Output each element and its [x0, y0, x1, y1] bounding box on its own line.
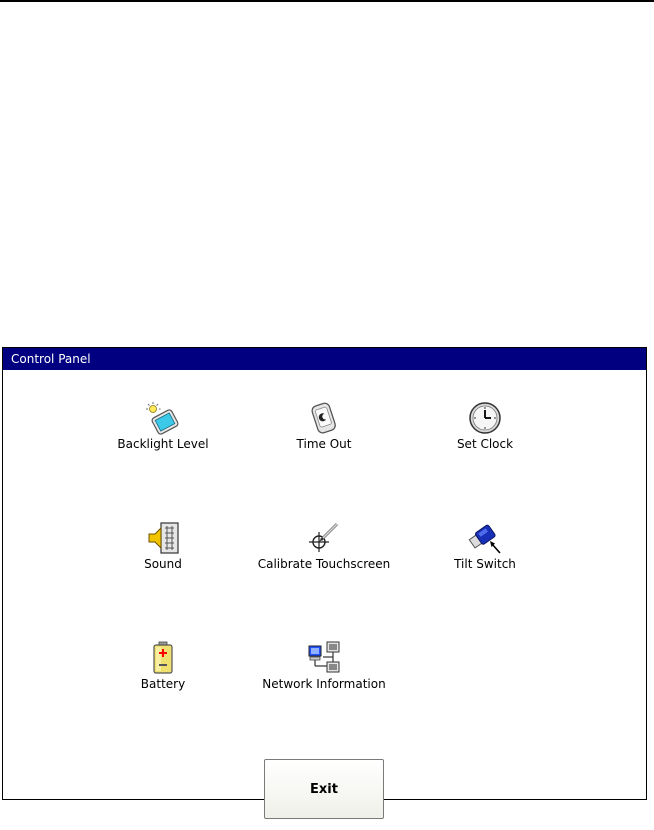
- calibrate-icon: [306, 520, 342, 556]
- applet-set-clock[interactable]: [395, 400, 575, 451]
- applet-label: Tilt Switch: [454, 557, 516, 571]
- speaker-icon: [145, 520, 181, 556]
- network-icon: [306, 640, 342, 676]
- timeout-icon: [306, 400, 342, 436]
- applet-label: Backlight Level: [117, 437, 209, 451]
- applet-tilt-switch[interactable]: [395, 520, 575, 571]
- applet-network-information[interactable]: [234, 640, 414, 691]
- applet-calibrate-touchscreen[interactable]: [234, 520, 414, 571]
- applet-sound[interactable]: [73, 520, 253, 571]
- applet-label: Set Clock: [456, 437, 514, 451]
- applet-label: Sound: [144, 557, 182, 571]
- applet-backlight-level[interactable]: [73, 400, 253, 451]
- applet-label: Network Information: [262, 677, 386, 691]
- applet-time-out[interactable]: [234, 400, 414, 451]
- tilt-switch-icon: [467, 520, 503, 556]
- top-divider: [0, 0, 654, 2]
- battery-icon: [145, 640, 181, 676]
- applet-battery[interactable]: [73, 640, 253, 691]
- applet-label: Calibrate Touchscreen: [257, 557, 391, 571]
- window-title: Control Panel: [3, 348, 646, 370]
- applet-label: Battery: [140, 677, 186, 691]
- backlight-icon: [145, 400, 181, 436]
- exit-button[interactable]: Exit: [264, 759, 384, 819]
- control-panel-window: [2, 347, 647, 800]
- clock-icon: [467, 400, 503, 436]
- applet-label: Time Out: [296, 437, 352, 451]
